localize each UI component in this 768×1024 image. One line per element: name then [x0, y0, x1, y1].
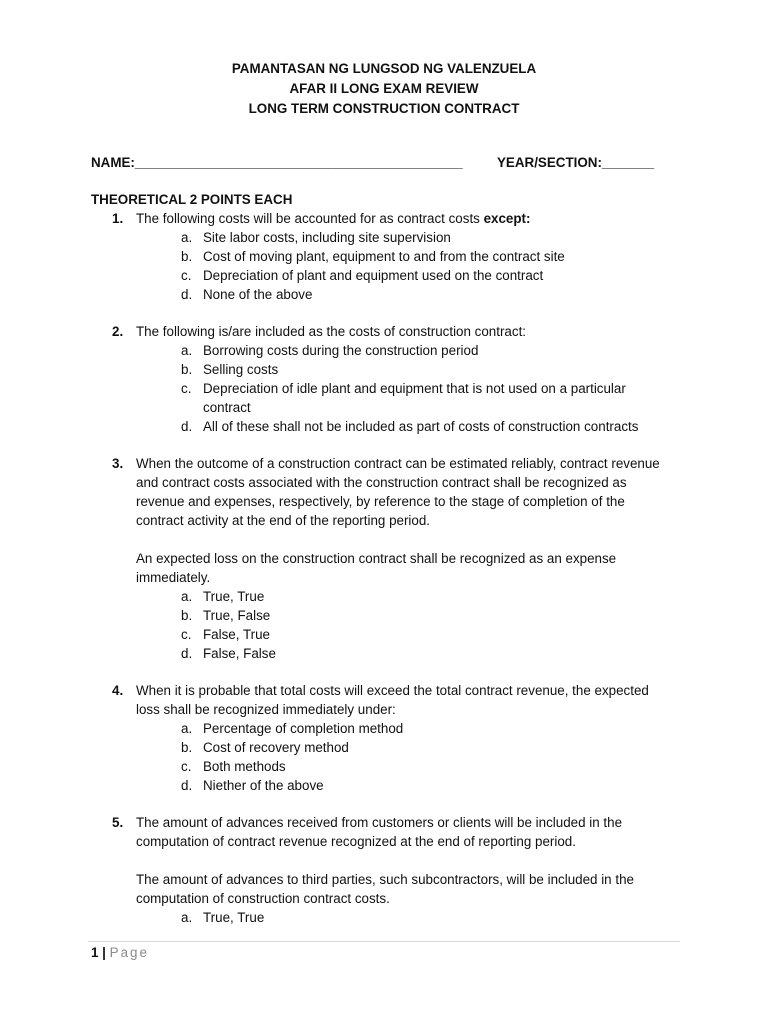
choice-item — [181, 266, 673, 285]
question-number: 2. — [112, 324, 124, 339]
question-text-main: When it is probable that total costs will exceed the total contract revenue, the expected loss shall be recognized immediately under: — [136, 683, 649, 717]
question-text — [136, 813, 676, 908]
question-text-second: An expected loss on the construction contract shall be recognized as an expense immediately. — [136, 551, 617, 585]
question-text-emphasis: except: — [483, 211, 531, 226]
choice-item — [181, 606, 673, 625]
question-3 — [0, 454, 768, 663]
question-1 — [0, 209, 768, 304]
question-number: 3. — [112, 456, 124, 471]
choice-text: False, False — [203, 646, 276, 661]
choice-text: Cost of moving plant, equipment to and from the contract site — [203, 249, 565, 264]
choice-item — [181, 625, 673, 644]
question-number: 1. — [112, 211, 124, 226]
question-number: 4. — [112, 683, 124, 698]
choice-letter: a. — [181, 910, 193, 925]
question-text-main: The following is/are included as the costs of construction contract: — [136, 324, 527, 339]
question-4 — [0, 681, 768, 795]
question-text — [136, 322, 676, 341]
document-header — [0, 59, 768, 119]
choice-item — [181, 757, 673, 776]
choice-letter: c. — [181, 381, 192, 396]
choice-letter: a. — [181, 230, 193, 245]
choice-letter: d. — [181, 778, 193, 793]
choice-letter: a. — [181, 721, 193, 736]
choice-text: Percentage of completion method — [203, 721, 404, 736]
choice-list — [0, 228, 768, 304]
choice-item — [181, 587, 673, 606]
choice-list — [0, 719, 768, 795]
choice-letter: d. — [181, 287, 193, 302]
page-number: 1 — [91, 945, 99, 960]
choice-item — [181, 341, 673, 360]
choice-item — [181, 908, 673, 927]
choice-letter: b. — [181, 249, 193, 264]
choice-item — [181, 285, 673, 304]
section-title: THEORETICAL 2 POINTS EACH — [91, 192, 293, 207]
footer-divider — [88, 941, 680, 942]
choice-item — [181, 247, 673, 266]
page-label: Page — [109, 945, 149, 960]
choice-item — [181, 644, 673, 663]
choice-item — [181, 379, 673, 417]
student-info-line — [91, 153, 655, 172]
choice-item — [181, 417, 673, 436]
choice-list — [0, 587, 768, 663]
choice-text: True, True — [203, 910, 265, 925]
footer-separator: | — [98, 945, 110, 960]
choice-text: True, True — [203, 589, 265, 604]
page-footer — [91, 943, 149, 962]
choice-text: Both methods — [203, 759, 286, 774]
name-field-label: NAME:____________________________________________ — [91, 155, 463, 170]
choice-text: Selling costs — [203, 362, 279, 377]
choice-list — [0, 908, 768, 927]
choice-list — [0, 341, 768, 436]
question-text-second: The amount of advances to third parties, such subcontractors, will be included in the computation of construction contract costs. — [136, 872, 634, 906]
question-text — [136, 454, 676, 587]
choice-text: True, False — [203, 608, 271, 623]
choice-text: Cost of recovery method — [203, 740, 349, 755]
choice-text: Depreciation of idle plant and equipment that is not used on a particular contract — [203, 381, 626, 415]
question-text — [136, 209, 676, 228]
choice-text: False, True — [203, 627, 270, 642]
choice-text: None of the above — [203, 287, 313, 302]
question-5 — [0, 813, 768, 927]
choice-text: Site labor costs, including site supervision — [203, 230, 451, 245]
question-text-main: The amount of advances received from customers or clients will be included in the computation of contract revenue recognized at the end of reporting period. — [136, 815, 623, 849]
choice-letter: c. — [181, 627, 192, 642]
question-list — [0, 209, 768, 945]
question-text-main: When the outcome of a construction contract can be estimated reliably, contract revenue and contract costs associated with the construction contract shall be recognized as revenue and expenses, respectively, by reference to the stage of completion of the contract activity at the end of the reporting period. — [136, 456, 660, 528]
question-text — [136, 681, 676, 719]
choice-letter: c. — [181, 759, 192, 774]
choice-text: Borrowing costs during the construction period — [203, 343, 479, 358]
question-2 — [0, 322, 768, 436]
choice-letter: d. — [181, 419, 193, 434]
year-section-field-label: YEAR/SECTION:_______ — [497, 155, 655, 170]
choice-item — [181, 360, 673, 379]
choice-letter: d. — [181, 646, 193, 661]
choice-item — [181, 228, 673, 247]
choice-text: All of these shall not be included as part of costs of construction contracts — [203, 419, 639, 434]
choice-item — [181, 738, 673, 757]
choice-letter: b. — [181, 740, 193, 755]
question-text-main: The following costs will be accounted for as contract costs — [136, 211, 484, 226]
choice-letter: a. — [181, 343, 193, 358]
choice-letter: b. — [181, 362, 193, 377]
exam-title: AFAR II LONG EXAM REVIEW — [289, 81, 479, 96]
university-name: PAMANTASAN NG LUNGSOD NG VALENZUELA — [231, 61, 537, 76]
choice-letter: b. — [181, 608, 193, 623]
question-number: 5. — [112, 815, 124, 830]
choice-item — [181, 719, 673, 738]
choice-text: Niether of the above — [203, 778, 324, 793]
choice-letter: c. — [181, 268, 192, 283]
choice-item — [181, 776, 673, 795]
choice-text: Depreciation of plant and equipment used on the contract — [203, 268, 544, 283]
choice-letter: a. — [181, 589, 193, 604]
exam-topic: LONG TERM CONSTRUCTION CONTRACT — [248, 101, 520, 116]
